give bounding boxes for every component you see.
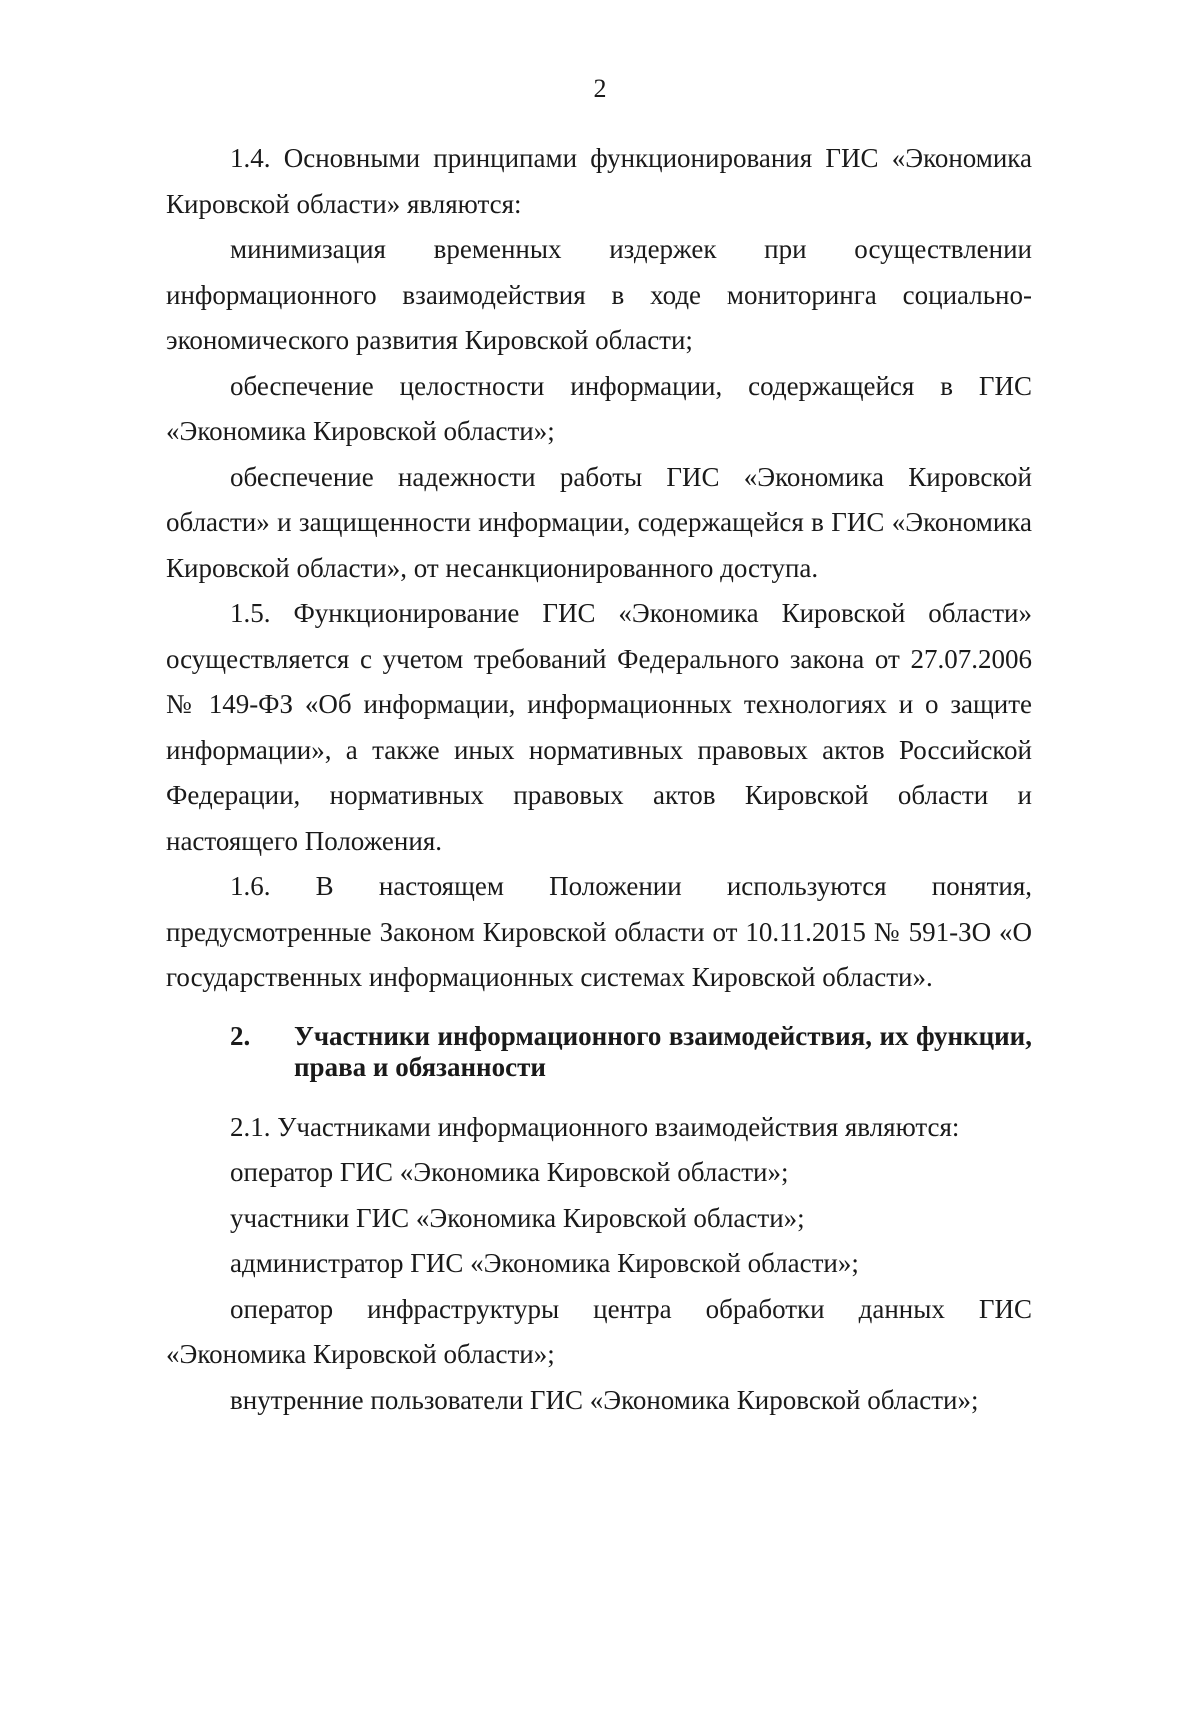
list-item-internal-users: внутренние пользователи ГИС «Экономика Кировской области»; <box>230 1384 979 1415</box>
paragraph-principle-reliability: обеспечение надежности работы ГИС «Экономика Кировской области» и защищенности информации, содержащейся в ГИС «Экономика Кировской области», от несанкционированного доступа. <box>166 461 1032 583</box>
list-item-administrator: администратор ГИС «Экономика Кировской области»; <box>230 1248 859 1278</box>
list-item-participants: участники ГИС «Экономика Кировской области»; <box>230 1202 805 1233</box>
section-2-title: Участники информационного взаимодействия, их функции, права и обязанности <box>294 1020 1032 1082</box>
paragraph-1-5: 1.5. Функционирование ГИС «Экономика Кировской области» осуществляется с учетом требований Федерального закона от 27.07.2006 № 149-ФЗ «Об информации, информационных технологиях и о защите информации», а также иных нормативных правовых актов Российской Федерации, нормативных правовых актов Кировской области и настоящего Положения. <box>166 598 1032 856</box>
paragraph-principle-minimization: минимизация временных издержек при осуществлении информационного взаимодействия в ходе мониторинга социально-экономического развития Кировской области; <box>166 234 1032 355</box>
section-2-heading <box>166 1021 1032 1083</box>
paragraph-1-4: 1.4. Основными принципами функционирования ГИС «Экономика Кировской области» являются: <box>166 143 1032 219</box>
list-item-infrastructure-operator: оператор инфраструктуры центра обработки данных ГИС «Экономика Кировской области»; <box>166 1293 1032 1369</box>
paragraph-2-1: 2.1. Участниками информационного взаимодействия являются: <box>230 1111 960 1142</box>
paragraph-1-6: 1.6. В настоящем Положении используются понятия, предусмотренные Законом Кировской области от 10.11.2015 № 591-ЗО «О государственных информационных системах Кировской области». <box>166 871 1032 992</box>
page-number: 2 <box>593 74 607 103</box>
paragraph-principle-integrity: обеспечение целостности информации, содержащейся в ГИС «Экономика Кировской области»; <box>166 370 1032 446</box>
document-body <box>166 136 1032 1423</box>
list-item-operator: оператор ГИС «Экономика Кировской области»; <box>230 1157 789 1187</box>
section-2-number: 2. <box>230 1020 251 1051</box>
